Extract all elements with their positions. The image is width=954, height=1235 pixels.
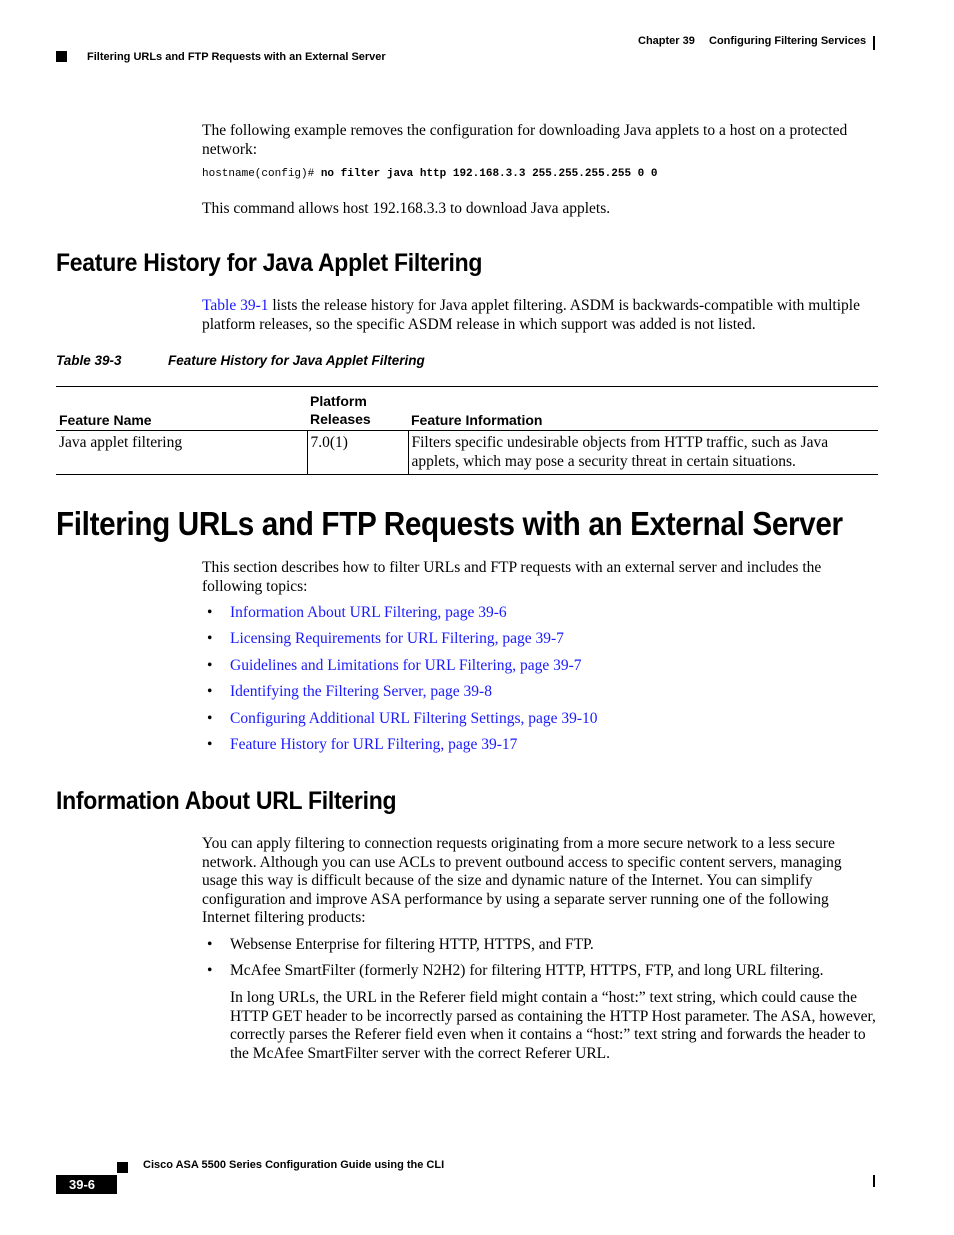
intro-paragraph: The following example removes the configuration for downloading Java applets to a host on a protected network: bbox=[202, 122, 848, 158]
long-url-paragraph: In long URLs, the URL in the Referer field might contain a “host:” text string, which could cause the HTTP GET header to be incorrectly parsed as containing the HTTP Host parameter. The ASA, however, correctly parses the Referer field even when it contains a “host:” text string and forwards the header to the McAfee SmartFilter server with the correct Referer URL. bbox=[230, 989, 876, 1062]
footer-square-marker bbox=[117, 1162, 128, 1173]
bullet-icon: • bbox=[207, 683, 213, 700]
topic-link-configuring-additional-settings[interactable]: Configuring Additional URL Filtering Settings, page 39-10 bbox=[230, 710, 598, 727]
topic-link-guidelines-and-limitations[interactable]: Guidelines and Limitations for URL Filtering, page 39-7 bbox=[230, 657, 582, 674]
feature-history-paragraph bbox=[202, 297, 878, 334]
bullet-icon: • bbox=[207, 710, 213, 727]
table-caption-title: Feature History for Java Applet Filtering bbox=[168, 353, 425, 368]
cli-prompt: hostname(config)# bbox=[202, 168, 315, 180]
section-heading: Filtering URLs and FTP Requests with an External Server bbox=[56, 505, 843, 542]
header-chapter: Chapter 39 bbox=[638, 35, 695, 47]
footer-rule-right bbox=[873, 1175, 875, 1187]
cell-feature-name: Java applet filtering bbox=[56, 431, 307, 475]
table-row bbox=[56, 431, 878, 475]
table-header-row bbox=[56, 387, 878, 431]
cell-feature-information: Filters specific undesirable objects from HTTP traffic, such as Java applets, which may pose a security threat in certain situations. bbox=[408, 431, 878, 475]
feature-history-heading: Feature History for Java Applet Filtering bbox=[56, 249, 483, 277]
header-square-marker bbox=[56, 51, 67, 62]
page-number-badge bbox=[56, 1175, 117, 1194]
section-intro-paragraph: This section describes how to filter URLs and FTP requests with an external server and includes the following topics: bbox=[202, 559, 822, 595]
topic-link-licensing-requirements[interactable]: Licensing Requirements for URL Filtering, page 39-7 bbox=[230, 630, 564, 647]
bullet-icon: • bbox=[207, 936, 213, 953]
cli-command bbox=[202, 168, 657, 180]
col-header-feature-information: Feature Information bbox=[408, 387, 878, 431]
col-header-platform-line1: Platform bbox=[310, 393, 367, 409]
bullet-icon: • bbox=[207, 604, 213, 621]
topic-link-feature-history-url-filtering[interactable]: Feature History for URL Filtering, page 39-17 bbox=[230, 736, 518, 753]
table-caption-label: Table 39-3 bbox=[56, 353, 122, 368]
bullet-icon: • bbox=[207, 962, 213, 979]
page-number: 39-6 bbox=[69, 1177, 96, 1192]
footer-guide-title: Cisco ASA 5500 Series Configuration Guide using the CLI bbox=[143, 1159, 445, 1171]
cli-command-text: no filter java http 192.168.3.3 255.255.255.255 0 0 bbox=[320, 168, 658, 180]
header-rule-right bbox=[873, 36, 875, 50]
bullet-icon: • bbox=[207, 657, 213, 674]
table-reference-link[interactable]: Table 39-1 bbox=[202, 297, 269, 314]
product-websense: Websense Enterprise for filtering HTTP, HTTPS, and FTP. bbox=[230, 936, 594, 953]
feature-history-paragraph-text: lists the release history for Java applet filtering. ASDM is backwards-compatible with multiple platform releases, so the specific ASDM release in which support was added is not listed. bbox=[202, 297, 860, 333]
header-section-title: Filtering URLs and FTP Requests with an External Server bbox=[87, 51, 386, 63]
header-chapter-title: Configuring Filtering Services bbox=[709, 35, 867, 47]
bullet-icon: • bbox=[207, 630, 213, 647]
topic-link-identifying-filtering-server[interactable]: Identifying the Filtering Server, page 39-8 bbox=[230, 683, 492, 700]
feature-history-table bbox=[56, 386, 878, 475]
topic-link-information-about-url-filtering[interactable]: Information About URL Filtering, page 39-6 bbox=[230, 604, 507, 621]
bullet-icon: • bbox=[207, 736, 213, 753]
col-header-platform-line2: Releases bbox=[310, 411, 371, 427]
col-header-platform-releases bbox=[307, 387, 408, 431]
col-header-feature-name: Feature Name bbox=[56, 387, 307, 431]
product-mcafee: McAfee SmartFilter (formerly N2H2) for filtering HTTP, HTTPS, FTP, and long URL filtering. bbox=[230, 962, 824, 979]
cell-platform-release: 7.0(1) bbox=[307, 431, 408, 475]
info-paragraph: You can apply filtering to connection requests originating from a more secure network to a less secure network. Although you can use ACLs to prevent outbound access to specific content servers, managing usage this way is difficult because of the size and dynamic nature of the Internet. You can simplify configuration and improve ASA performance by using a separate server running one of the following Internet filtering products: bbox=[202, 835, 842, 926]
info-heading: Information About URL Filtering bbox=[56, 787, 397, 815]
intro-result-paragraph: This command allows host 192.168.3.3 to download Java applets. bbox=[202, 200, 611, 217]
